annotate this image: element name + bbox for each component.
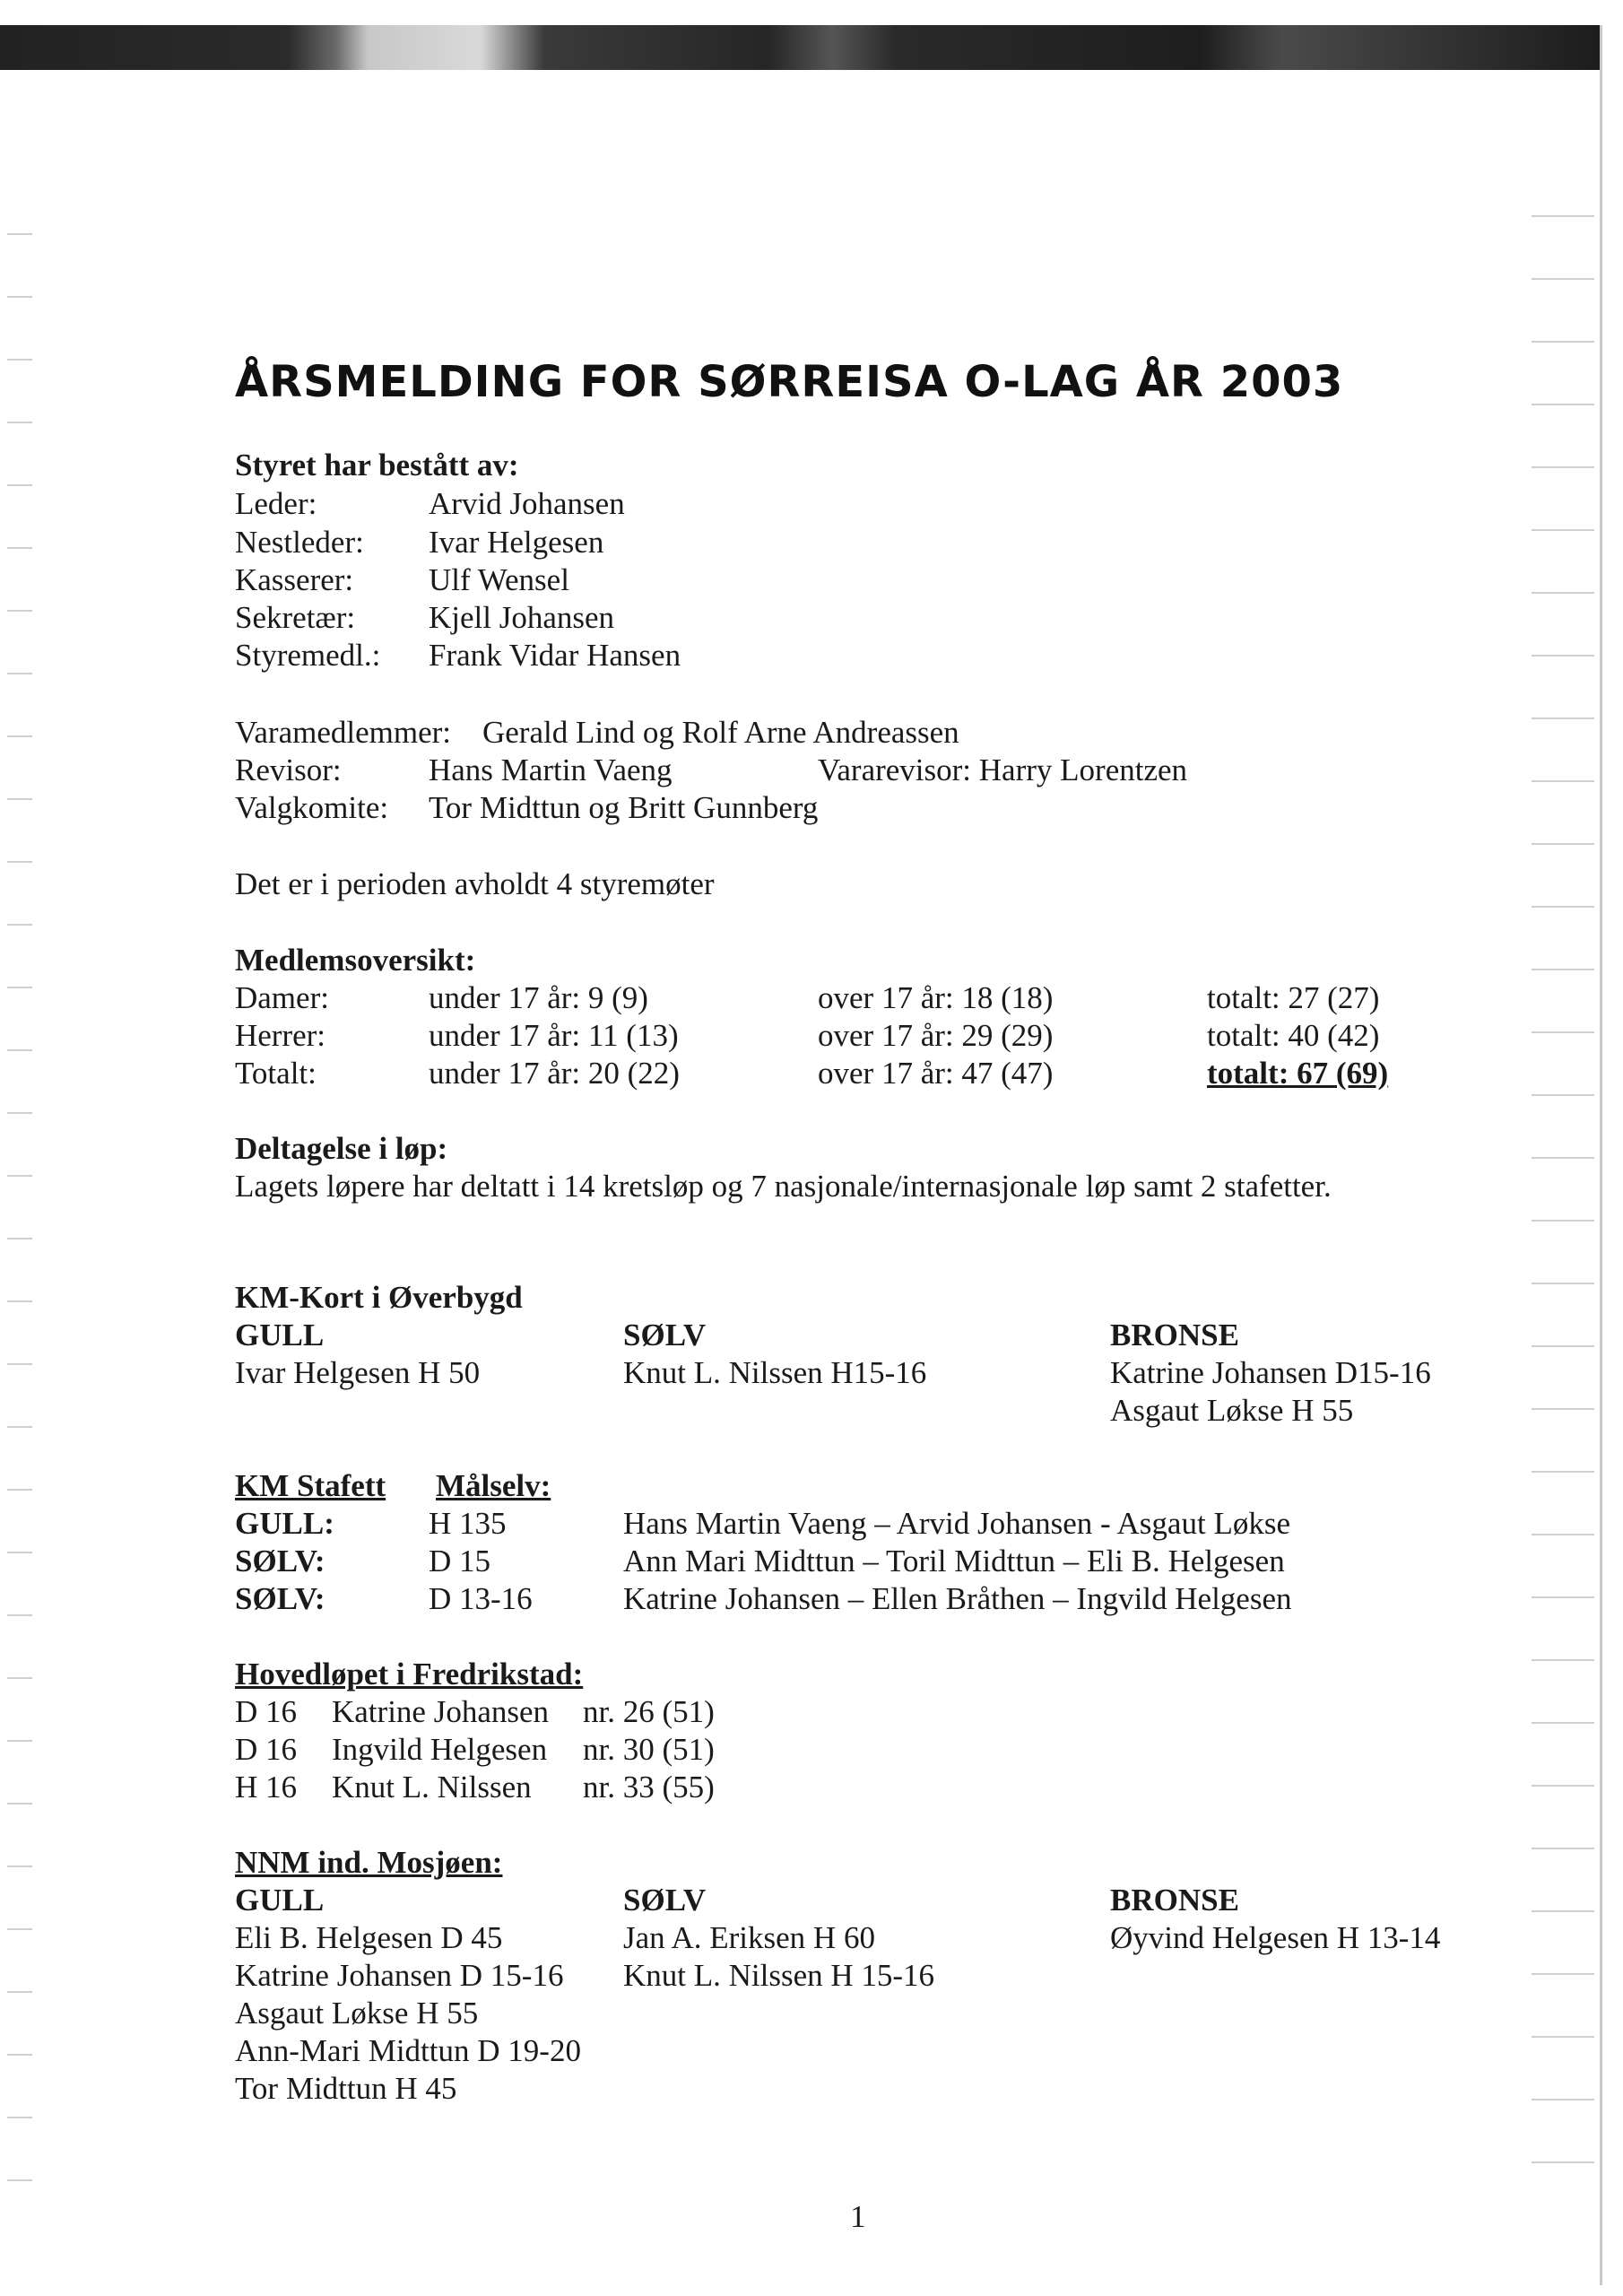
margin-mark <box>1532 1157 1594 1159</box>
board-name: Arvid Johansen <box>429 486 625 521</box>
margin-mark <box>1532 529 1594 531</box>
margin-mark <box>7 987 32 988</box>
km-kort-heading: KM-Kort i Øverbygd <box>235 1280 523 1315</box>
members-heading: Medlemsoversikt: <box>235 943 476 978</box>
km-stafett-place: Målselv: <box>436 1468 551 1503</box>
margin-mark <box>7 1426 32 1428</box>
margin-mark <box>7 1300 32 1302</box>
medal-winner: Knut L. Nilssen H 15-16 <box>623 1958 935 1993</box>
members-label: Herrer: <box>235 1018 326 1053</box>
margin-mark <box>7 610 32 612</box>
result-place: nr. 26 (51) <box>583 1694 715 1729</box>
result-name: Ingvild Helgesen <box>332 1732 548 1767</box>
medal-winner: Ivar Helgesen H 50 <box>235 1355 481 1390</box>
vara-names: Gerald Lind og Rolf Arne Andreassen <box>482 715 959 750</box>
board-heading: Styret har bestått av: <box>235 448 519 483</box>
page-number: 1 <box>850 2199 866 2234</box>
margin-mark <box>7 233 32 235</box>
margin-mark <box>1532 1471 1594 1473</box>
vararevisor: Vararevisor: Harry Lorentzen <box>818 752 1188 787</box>
margin-mark <box>1532 278 1594 280</box>
margin-mark <box>7 2179 32 2181</box>
margin-mark <box>1532 404 1594 405</box>
medal-winner: Eli B. Helgesen D 45 <box>235 1920 503 1955</box>
medal-label-gull: GULL <box>235 1883 325 1918</box>
margin-mark <box>7 422 32 423</box>
result-name: Katrine Johansen <box>332 1694 550 1729</box>
margin-mark <box>7 924 32 926</box>
margin-mark <box>1532 1031 1594 1033</box>
margin-mark <box>7 1991 32 1993</box>
margin-mark <box>1532 1910 1594 1912</box>
margin-mark <box>1532 1283 1594 1284</box>
relay-medal: SØLV: <box>235 1581 325 1616</box>
scan-top-edge <box>0 25 1601 70</box>
result-class: D 16 <box>235 1694 298 1729</box>
margin-mark <box>7 861 32 863</box>
margin-mark <box>7 547 32 549</box>
margin-mark <box>1532 2036 1594 2038</box>
margin-mark <box>7 2117 32 2118</box>
revisor-name: Hans Martin Vaeng <box>429 752 673 787</box>
participation-text: Lagets løpere har deltatt i 14 kretsløp og 7 nasjonale/internasjonale løp samt 2 stafetter. <box>235 1169 1332 1204</box>
medal-winner: Asgaut Løkse H 55 <box>1110 1393 1354 1428</box>
margin-mark <box>1532 1094 1594 1096</box>
members-grand-total: totalt: 67 (69) <box>1207 1056 1389 1091</box>
margin-mark <box>1532 1596 1594 1598</box>
members-under: under 17 år: 20 (22) <box>429 1056 680 1091</box>
relay-class: H 135 <box>429 1506 507 1541</box>
valgkomite-label: Valgkomite: <box>235 790 389 825</box>
medal-winner: Katrine Johansen D15-16 <box>1110 1355 1431 1390</box>
margin-mark <box>7 673 32 674</box>
margin-mark <box>1532 1345 1594 1347</box>
medal-winner: Ann-Mari Midttun D 19-20 <box>235 2033 581 2068</box>
margin-mark <box>7 1238 32 1239</box>
margin-mark <box>7 1803 32 1805</box>
margin-mark <box>7 296 32 298</box>
relay-team: Hans Martin Vaeng – Arvid Johansen - Asgaut Løkse <box>623 1506 1290 1541</box>
relay-class: D 15 <box>429 1544 491 1578</box>
relay-medal: GULL: <box>235 1506 334 1541</box>
revisor-label: Revisor: <box>235 752 342 787</box>
meetings-text: Det er i perioden avholdt 4 styremøter <box>235 866 715 901</box>
board-role: Sekretær: <box>235 600 356 635</box>
margin-mark <box>7 1614 32 1616</box>
members-total: totalt: 40 (42) <box>1207 1018 1380 1053</box>
margin-mark <box>7 1552 32 1553</box>
vara-label: Varamedlemmer: <box>235 715 452 750</box>
margin-mark <box>1532 780 1594 782</box>
margin-mark <box>7 1866 32 1867</box>
margin-mark <box>1532 969 1594 970</box>
margin-mark <box>7 359 32 361</box>
medal-winner: Jan A. Eriksen H 60 <box>623 1920 875 1955</box>
members-label: Totalt: <box>235 1056 317 1091</box>
medal-winner: Katrine Johansen D 15-16 <box>235 1958 564 1993</box>
margin-mark <box>1532 1785 1594 1787</box>
margin-mark <box>1532 1534 1594 1535</box>
board-name: Kjell Johansen <box>429 600 615 635</box>
valgkomite-names: Tor Midttun og Britt Gunnberg <box>429 790 819 825</box>
result-class: D 16 <box>235 1732 298 1767</box>
margin-mark <box>1532 718 1594 719</box>
margin-mark <box>1532 2099 1594 2100</box>
result-place: nr. 30 (51) <box>583 1732 715 1767</box>
margin-mark <box>1532 592 1594 594</box>
margin-mark <box>7 1049 32 1051</box>
medal-label-solv: SØLV <box>623 1883 707 1918</box>
margin-mark <box>1532 1220 1594 1222</box>
scan-right-edge <box>1600 25 1602 2285</box>
medal-winner: Knut L. Nilssen H15-16 <box>623 1355 927 1390</box>
margin-mark <box>7 798 32 800</box>
margin-mark <box>1532 843 1594 845</box>
margin-mark <box>1532 655 1594 657</box>
hovedlop-heading: Hovedløpet i Fredrikstad: <box>235 1657 584 1692</box>
margin-mark <box>1532 1973 1594 1975</box>
members-total: totalt: 27 (27) <box>1207 980 1380 1015</box>
members-under: under 17 år: 11 (13) <box>429 1018 679 1053</box>
margin-mark <box>7 2054 32 2056</box>
members-over: over 17 år: 29 (29) <box>818 1018 1054 1053</box>
margin-mark <box>1532 2161 1594 2163</box>
margin-mark <box>7 484 32 486</box>
result-name: Knut L. Nilssen <box>332 1770 532 1805</box>
board-role: Kasserer: <box>235 562 354 597</box>
relay-class: D 13-16 <box>429 1581 533 1616</box>
participation-heading: Deltagelse i løp: <box>235 1131 448 1166</box>
relay-team: Katrine Johansen – Ellen Bråthen – Ingvild Helgesen <box>623 1581 1292 1616</box>
members-over: over 17 år: 18 (18) <box>818 980 1054 1015</box>
margin-mark <box>1532 1848 1594 1849</box>
medal-label-bronse: BRONSE <box>1110 1318 1239 1352</box>
margin-mark <box>1532 215 1594 217</box>
board-role: Nestleder: <box>235 525 364 560</box>
medal-winner: Tor Midttun H 45 <box>235 2071 457 2106</box>
margin-mark <box>7 1928 32 1930</box>
margin-mark <box>1532 906 1594 908</box>
margin-mark <box>7 1489 32 1491</box>
medal-label-bronse: BRONSE <box>1110 1883 1239 1918</box>
margin-mark <box>7 1740 32 1742</box>
medal-label-solv: SØLV <box>623 1318 707 1352</box>
result-class: H 16 <box>235 1770 298 1805</box>
board-name: Frank Vidar Hansen <box>429 638 681 673</box>
margin-mark <box>1532 1659 1594 1661</box>
margin-mark <box>1532 1408 1594 1410</box>
members-under: under 17 år: 9 (9) <box>429 980 648 1015</box>
margin-mark <box>1532 1722 1594 1724</box>
medal-winner: Asgaut Løkse H 55 <box>235 1996 479 2031</box>
board-role: Leder: <box>235 486 317 521</box>
board-name: Ulf Wensel <box>429 562 569 597</box>
board-name: Ivar Helgesen <box>429 525 604 560</box>
members-over: over 17 år: 47 (47) <box>818 1056 1054 1091</box>
page-title: ÅRSMELDING FOR SØRREISA O-LAG ÅR 2003 <box>235 357 1344 407</box>
margin-mark <box>7 1175 32 1177</box>
nnm-heading: NNM ind. Mosjøen: <box>235 1845 503 1880</box>
relay-medal: SØLV: <box>235 1544 325 1578</box>
margin-mark <box>1532 341 1594 343</box>
board-role: Styremedl.: <box>235 638 381 673</box>
margin-mark <box>7 735 32 737</box>
km-stafett-heading: KM Stafett <box>235 1468 386 1503</box>
members-label: Damer: <box>235 980 329 1015</box>
margin-mark <box>1532 466 1594 468</box>
medal-winner: Øyvind Helgesen H 13-14 <box>1110 1920 1441 1955</box>
margin-mark <box>7 1112 32 1114</box>
relay-team: Ann Mari Midttun – Toril Midttun – Eli B. Helgesen <box>623 1544 1285 1578</box>
margin-mark <box>7 1677 32 1679</box>
margin-mark <box>7 1363 32 1365</box>
result-place: nr. 33 (55) <box>583 1770 715 1805</box>
medal-label-gull: GULL <box>235 1318 325 1352</box>
